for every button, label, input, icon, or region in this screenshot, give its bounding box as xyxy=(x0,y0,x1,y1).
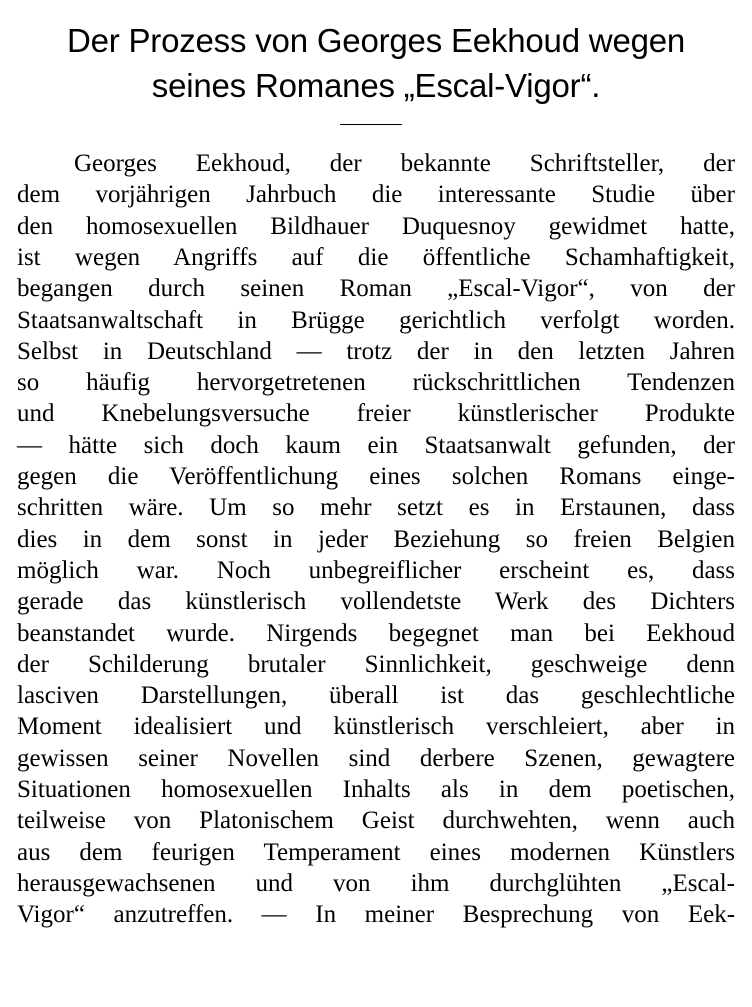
body-line: beanstandet wurde. Nirgends begegnet man bei Eekhoud xyxy=(17,619,735,647)
body-line: — hätte sich doch kaum ein Staatsanwalt gefunden, der xyxy=(17,431,735,459)
body-line: Selbst in Deutschland — trotz der in den letzten Jahren xyxy=(17,337,735,365)
title-divider xyxy=(340,124,402,125)
body-line: so häufig hervorgetretenen rückschrittlichen Tendenzen xyxy=(17,369,736,397)
body-line: teilweise von Platonischem Geist durchwehten, wenn auch xyxy=(17,807,735,835)
body-line: dem vorjährigen Jahrbuch die interessante Studie über xyxy=(17,181,735,209)
body-line: der Schilderung brutaler Sinnlichkeit, geschweige denn xyxy=(17,650,736,678)
body-line: schritten wäre. Um so mehr setzt es in Erstaunen, dass xyxy=(17,494,736,522)
body-line: und Knebelungsversuche freier künstlerischer Produkte xyxy=(17,400,735,428)
title-line-1: Der Prozess von Georges Eekhoud wegen xyxy=(66,22,686,59)
body-line: ist wegen Angriffs auf die öffentliche Schamhaftigkeit, xyxy=(17,243,735,271)
body-line: dies in dem sonst in jeder Beziehung so freien Belgien xyxy=(17,525,735,553)
body-line: Staatsanwaltschaft in Brügge gerichtlich verfolgt worden. xyxy=(17,306,735,334)
body-line: Georges Eekhoud, der bekannte Schriftsteller, der xyxy=(74,150,736,177)
body-line: lasciven Darstellungen, überall ist das geschlechtliche xyxy=(17,682,735,710)
body-line: Vigor“ anzutreffen. — In meiner Besprechung von Eek- xyxy=(17,901,736,929)
title-line-2: seines Romanes „Escal-Vigor“. xyxy=(151,67,601,104)
body-line: begangen durch seinen Roman „Escal-Vigor“, von der xyxy=(17,275,735,303)
body-line: gegen die Veröffentlichung eines solchen Romans einge- xyxy=(17,463,735,490)
body-line: den homosexuellen Bildhauer Duquesnoy gewidmet hatte, xyxy=(17,212,735,240)
body-line: möglich war. Noch unbegreiflicher erscheint es, dass xyxy=(17,556,735,584)
body-line: Moment idealisiert und künstlerisch verschleiert, aber in xyxy=(17,713,736,741)
body-line: gewissen seiner Novellen sind derbere Szenen, gewagtere xyxy=(17,744,735,772)
body-line: gerade das künstlerisch vollendetste Werk des Dichters xyxy=(17,588,736,616)
body-line: herausgewachsenen und von ihm durchglühten „Escal- xyxy=(17,869,735,897)
body-line: Situationen homosexuellen Inhalts als in dem poetischen, xyxy=(17,776,736,803)
body-line: aus dem feurigen Temperament eines modernen Künstlers xyxy=(17,838,735,866)
